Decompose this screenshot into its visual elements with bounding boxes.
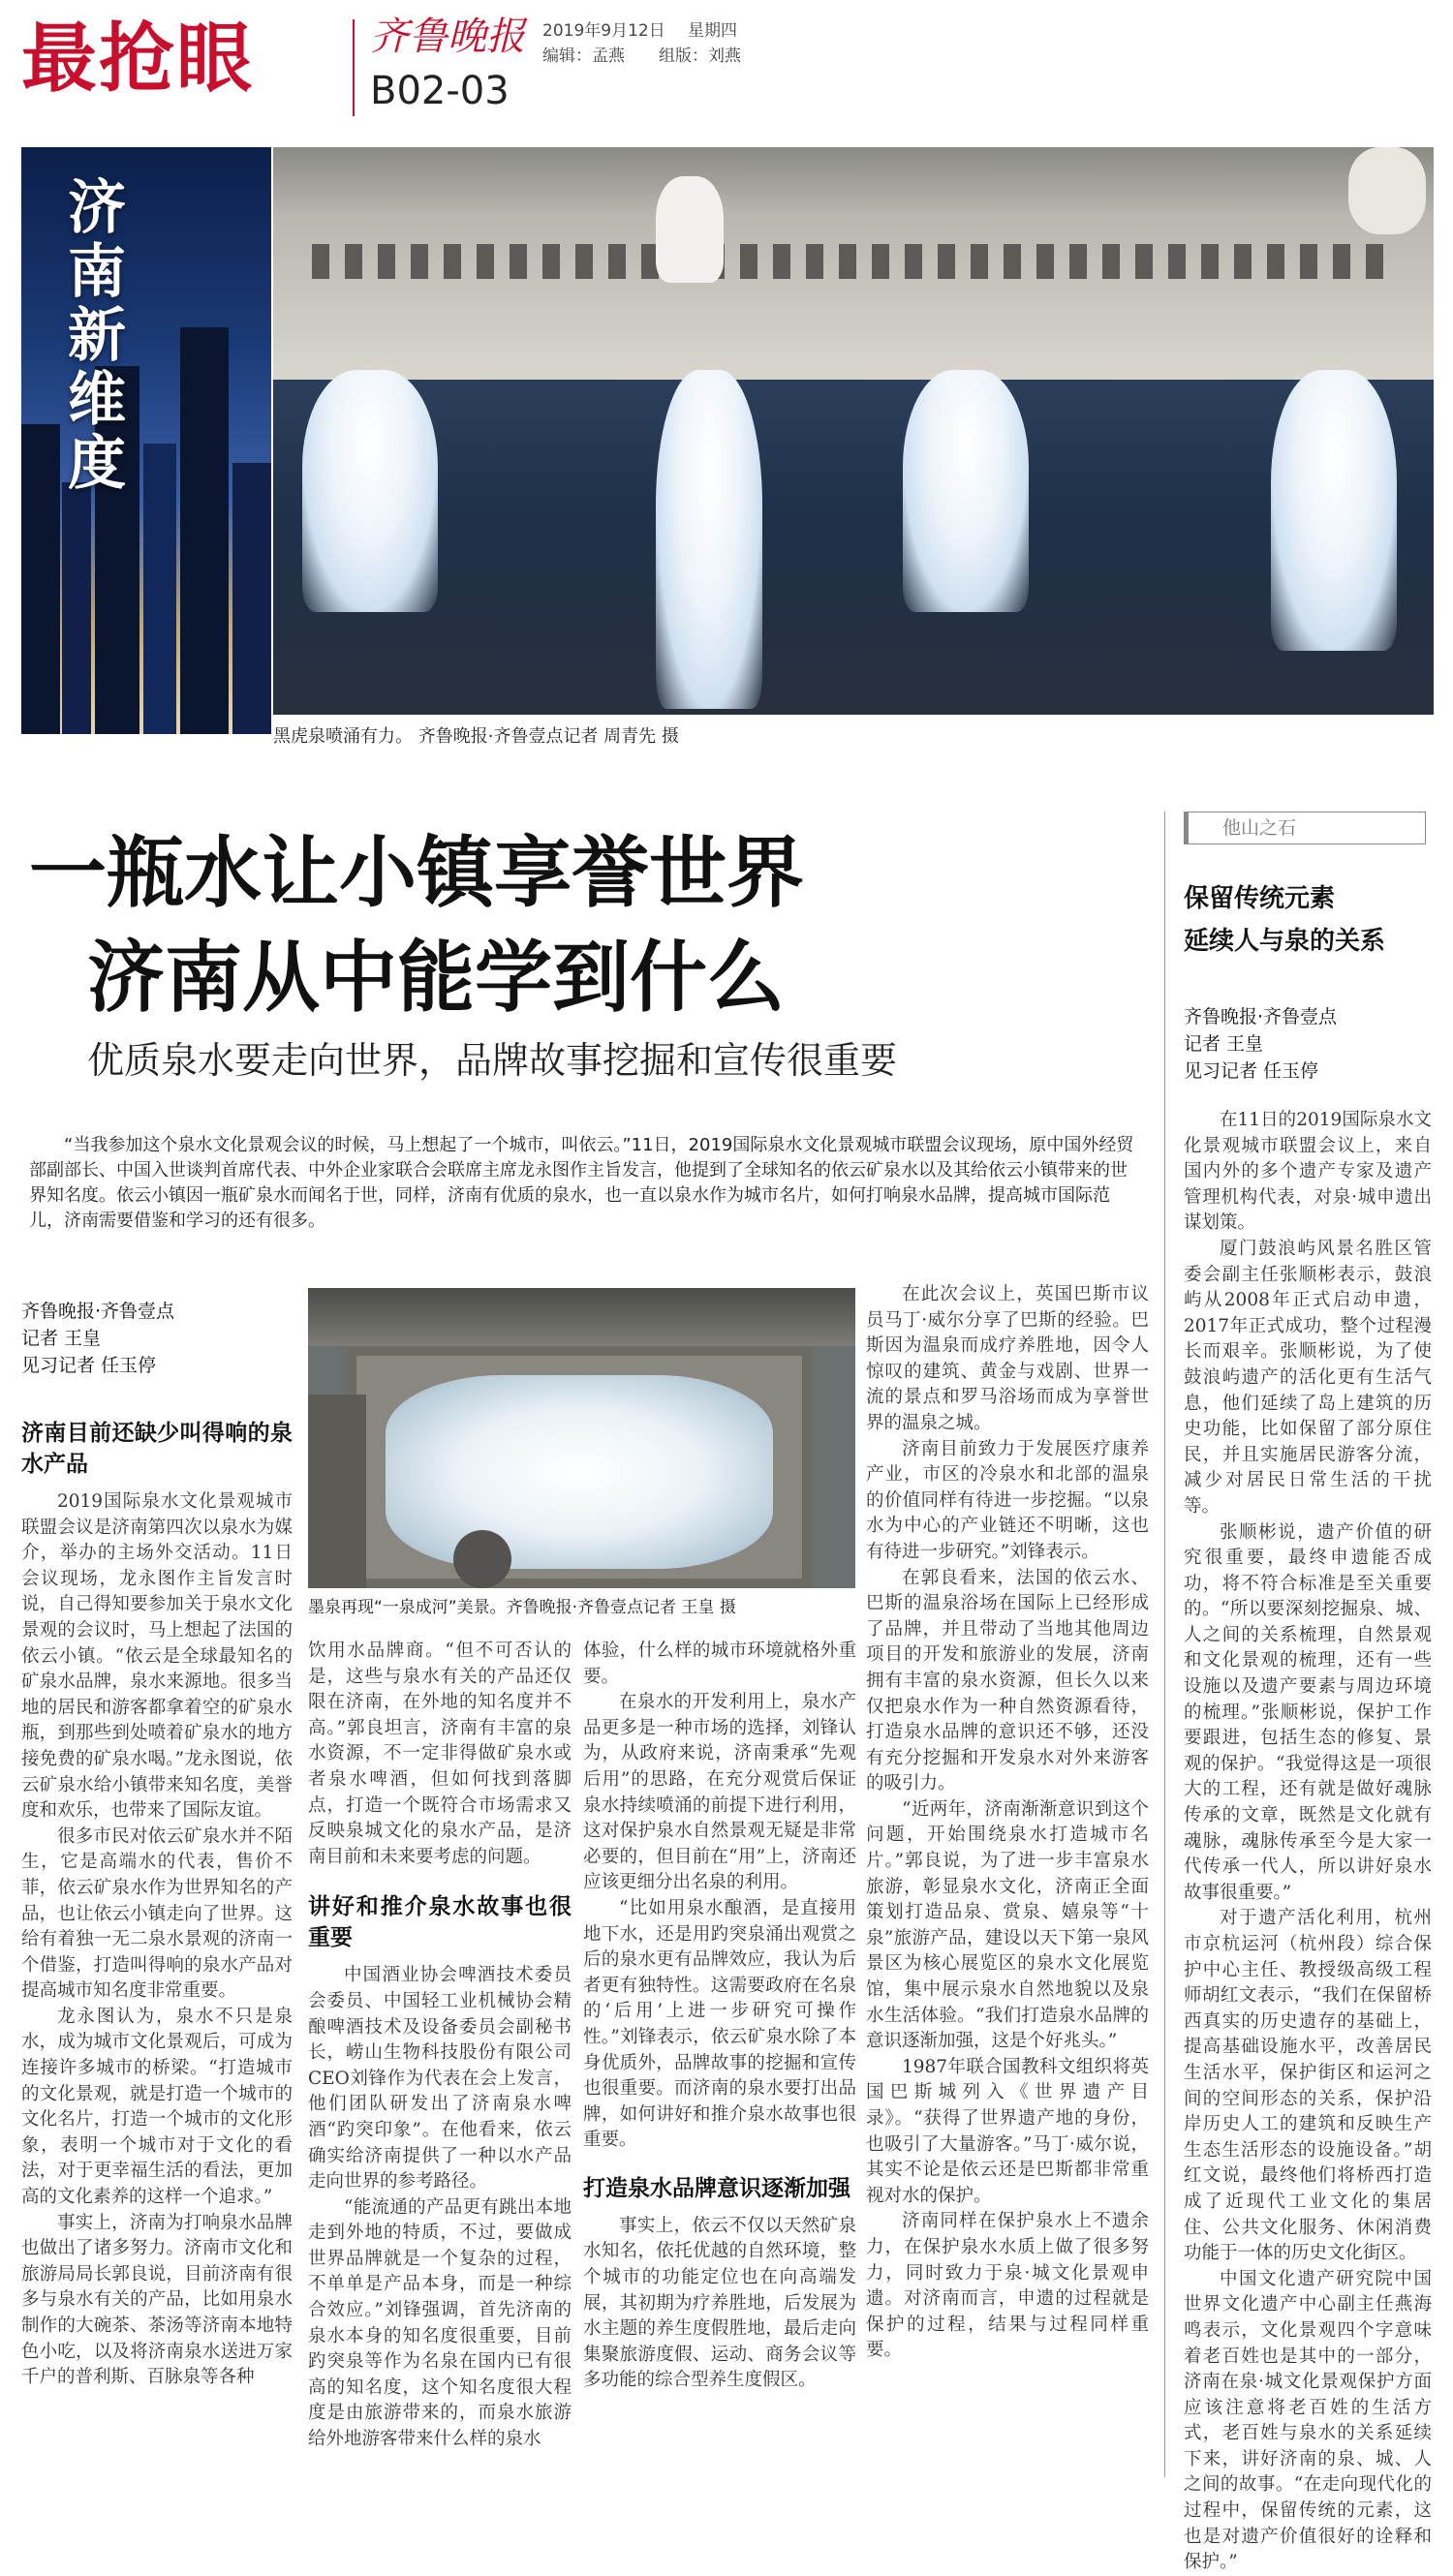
paragraph: 事实上，济南为打响泉水品牌也做出了诸多努力。济南市文化和旅游局局长郭良说，目前济南有很多与泉水有关的产品，比如用泉水制作的大碗茶、茶汤等济南本地特色小吃，以及将济南泉水送进万家千户的普利斯、百脉泉等各种 [21, 2212, 293, 2388]
paragraph: 2019国际泉水文化景观城市联盟会议是济南第四次以泉水为媒介，举办的主场外交活动。11日会议现场，龙永图作主旨发言时说，自己得知要参加关于泉水文化景观的会议时，马上想起了法国的依云小镇。“依云是全球最知名的矿泉水品牌，泉水来源地。很多当地的居民和游客都拿着空的矿泉水瓶，到那些到处喷着矿泉水的地方接免费的矿泉水喝。”龙永图说，依云矿泉水给小镇带来知名度，美誉度和欢乐，也带来了国际友谊。 [21, 1491, 293, 1822]
section-title: 最抢眼 [21, 15, 255, 103]
spring-photo [273, 147, 1434, 715]
sidebar-column [1184, 1003, 1432, 2573]
paragraph: 厦门鼓浪屿风景名胜区管委会副主任张顺彬表示，鼓浪屿从2008年正式启动申遗，2017年正式成功，整个过程漫长而艰辛。张顺彬说，为了使鼓浪屿遗产的活化更有生活气息，他们延续了岛上建筑的历史功能，比如保留了部分原住民，并且实施居民游客分流，减少对居民日常生活的干扰等。 [1184, 1238, 1432, 1517]
mozhi-spring-photo [308, 1288, 855, 1588]
headline [29, 821, 1143, 1030]
sidebar-title [1184, 877, 1385, 963]
mid-photo-caption: 墨泉再现“一泉成河”美景。齐鲁晚报·齐鲁壹点记者 王皇 摄 [308, 1598, 736, 1617]
column-2 [308, 1639, 572, 2479]
hero-caption: 黑虎泉喷涌有力。 齐鲁晚报·齐鲁壹点记者 周青先 摄 [273, 726, 679, 747]
paragraph: 体验，什么样的城市环境就格外重要。 [583, 1641, 856, 1687]
subheading-1: 济南目前还缺少叫得响的泉水产品 [21, 1421, 293, 1477]
sidebar-byline-1: 齐鲁晚报·齐鲁壹点 [1184, 1006, 1338, 1027]
paragraph: 很多市民对依云矿泉水并不陌生，它是高端水的代表，售价不菲，依云矿泉水作为世界知名的产品，也让依云小镇走向了世界。这给有着独一无二泉水景观的济南一个借鉴，打造叫得响的泉水产品对提高城市知名度非常重要。 [21, 1825, 293, 2002]
date: 2019年9月12日 [542, 21, 665, 41]
paragraph: 事实上，依云不仅以天然矿泉水知名，依托优越的自然环境，整个城市的功能定位也在向高端发展，其初期为疗养胜地，后发展为水主题的养生度假胜地，最后走向集聚旅游度假、运动、商务会议等多功能的综合型养生度假区。 [583, 2215, 856, 2391]
paragraph: “比如用泉水酿酒，是直接用地下水，还是用趵突泉涌出观赏之后的泉水更有品牌效应，我认为后者更有独特性。这需要政府在名泉的‘后用’上进一步研究可操作性。”刘锋表示，依云矿泉水除了本身优质外，品牌故事的挖掘和宣传也很重要。而济南的泉水要打出品牌，如何讲好和推介泉水故事也很重要。 [583, 1897, 856, 2151]
editor: 编辑：孟燕 [542, 46, 625, 66]
subheadline: 优质泉水要走向世界，品牌故事挖掘和宣传很重要 [87, 1039, 898, 1082]
paragraph: 在泉水的开发利用上，泉水产品更多是一种市场的选择，刘锋认为，从政府来说，济南秉承“先观后用”的思路，在充分观赏后保证泉水持续喷涌的前提下进行利用，这对保护泉水自然景观无疑是非常必要的，但目前在“用”上，济南还应该更细分出名泉的利用。 [583, 1692, 856, 1893]
paragraph: 张顺彬说，遗产价值的研究很重要，最终申遗能否成功，将不符合标准是至关重要的。“所以要深刻挖掘泉、城、人之间的关系梳理，自然景观和文化景观的梳理，还有一些设施以及遗产要素与周边环境的梳理。”张顺彬说，保护工作要跟进，包括生态的修复、景观的保护。“我觉得这是一项很大的工程，还有就是做好魂脉传承的文章，既然是文化就有魂脉，魂脉传承至今是大家一代传承一代人，所以讲好泉水故事很重要。” [1184, 1521, 1432, 1903]
column-1 [21, 1298, 293, 2479]
sidebar-byline-3: 见习记者 任玉停 [1184, 1060, 1319, 1082]
paper-logo: 齐鲁晚报 [370, 15, 525, 59]
sidebar-byline-2: 记者 王皇 [1184, 1033, 1264, 1055]
lead-paragraph: “当我参加这个泉水文化景观会议的时候，马上想起了一个城市，叫依云。”11日，2019国际泉水文化景观城市联盟会议现场，原中国外经贸部副部长、中国入世谈判首席代表、中外企业家联合会联席主席龙永图作主旨发言，他提到了全球知名的依云矿泉水以及其给依云小镇带来的世界知名度。依云小镇因一瓶矿泉水而闻名于世，同样，济南有优质的泉水，也一直以泉水作为城市名片，如何打响泉水品牌，提高城市国际范儿，济南需要借鉴和学习的还有很多。 [29, 1135, 1134, 1231]
paragraph: 中国酒业协会啤酒技术委员会委员、中国轻工业机械协会精酿啤酒技术及设备委员会副秘书长，崂山生物科技股份有限公司CEO刘锋作为代表在会上发言，他们团队研发出了济南泉水啤酒“趵突印象”。在他看来，依云确实给济南提供了一种以水产品走向世界的参考路径。 [308, 1965, 572, 2193]
sidebar-title-line1: 保留传统元素 [1184, 884, 1336, 913]
subheading-2: 讲好和推介泉水故事也很重要 [308, 1894, 572, 1951]
weekday: 星期四 [688, 21, 737, 41]
paragraph: 1987年联合国教科文组织将英国巴斯城列入《世界遗产目录》。“获得了世界遗产地的身份，也吸引了大量游客。”马丁·威尔说，其实不论是依云还是巴斯都非常重视对水的保护。 [866, 2056, 1149, 2206]
paragraph: 在郭良看来，法国的依云水、巴斯的温泉浴场在国际上已经形成了品牌，并且带动了当地其他周边项目的开发和旅游业的发展，济南拥有丰富的泉水资源，但长久以来仅把泉水作为一种自然资源看待，打造泉水品牌的意识还不够，还没有充分挖掘和开发泉水对外来游客的吸引力。 [866, 1567, 1149, 1794]
masthead-divider [353, 19, 355, 116]
byline-2: 记者 王皇 [21, 1328, 102, 1349]
column-title: 济南新维度 [58, 176, 126, 496]
paragraph: 济南同样在保护泉水上不遗余力，在保护泉水水质上做了很多努力，同时致力于泉·城文化景观申遗。对济南而言，申遗的过程就是保护的过程，结果与过程同样重要。 [866, 2211, 1149, 2361]
byline-3: 见习记者 任玉停 [21, 1355, 157, 1376]
layout-editor: 组版：刘燕 [659, 46, 741, 66]
page-number: B02-03 [370, 69, 510, 113]
paragraph: 在11日的2019国际泉水文化景观城市联盟会议上，来自国内外的多个遗产专家及遗产管理机构代表，对泉·城申遗出谋划策。 [1184, 1110, 1432, 1234]
paragraph: “近两年，济南渐渐意识到这个问题，开始围绕泉水打造城市名片。”郭良说，为了进一步丰富泉水旅游，彰显泉水文化，济南正全面策划打造品泉、赏泉、嬉泉等“十泉”旅游产品，建设以天下第一泉风景区为核心展览区的泉水文化展览馆，集中展示泉水自然地貌以及泉水生活体验。“我们打造泉水品牌的意识逐渐加强，这是个好兆头。” [866, 1798, 1149, 2052]
headline-line1: 一瓶水让小镇享誉世界 [29, 828, 804, 918]
paragraph: 龙永图认为，泉水不只是泉水，成为城市文化景观后，可成为连接许多城市的桥梁。“打造城市的文化景观，就是打造一个城市的文化名片，打造一个城市的文化形象，表明一个城市对于文化的看法，对于更幸福生活的看法，更加高的文化素养的这样一个追求。” [21, 2006, 293, 2208]
paragraph: 中国文化遗产研究院中国世界文化遗产中心副主任燕海鸣表示，文化景观四个字意味着老百姓也是其中的一部分，济南在泉·城文化景观保护方面应该注意将老百姓的生活方式，老百姓与泉水的关系延续下来，讲好济南的泉、城、人之间的故事。“在走向现代化的过程中，保留传统的元素，这也是对遗产价值很好的诠释和保护。” [1184, 2268, 1432, 2573]
sidebar-title-line2: 延续人与泉的关系 [1184, 927, 1386, 956]
subheading-3: 打造泉水品牌意识逐渐加强 [583, 2175, 850, 2201]
column-divider [1164, 812, 1165, 2477]
paragraph: 济南目前致力于发展医疗康养产业，市区的冷泉水和北部的温泉的价值同样有待进一步挖掘。“以泉水为中心的产业链还不明晰，这也有待进一步研究。”刘锋表示。 [866, 1438, 1149, 1562]
paragraph: 对于遗产活化利用，杭州市京杭运河（杭州段）综合保护中心主任、教授级高级工程师胡红文表示，“我们在保留桥西真实的历史遗存的基础上，提高基础设施水平，改善居民生活水平，保护街区和运河之间的空间形态的关系，保护沿岸历史人工的建筑和反映生产生态生活形态的设施设备。”胡红文说，最终他们将桥西打造成了近现代工业文化的集居住、公共文化服务、休闲消费功能于一体的历史文化街区。 [1184, 1908, 1432, 2264]
paragraph: 在此次会议上，英国巴斯市议员马丁·威尔分享了巴斯的经验。巴斯因为温泉而成疗养胜地，因令人惊叹的建筑、黄金与戏剧、世界一流的景点和罗马浴场而成为享誉世界的温泉之城。 [866, 1284, 1149, 1433]
sidebar-tag-box [1184, 812, 1426, 844]
byline-1: 齐鲁晚报·齐鲁壹点 [21, 1301, 175, 1322]
paragraph: 饮用水品牌商。“但不可否认的是，这些与泉水有关的产品还仅限在济南，在外地的知名度并不高。”郭良坦言，济南有丰富的泉水资源，不一定非得做矿泉水或者泉水啤酒，但如何找到落脚点，打造一个既符合市场需求又反映泉城文化的泉水产品，是济南目前和未来要考虑的问题。 [308, 1641, 572, 1867]
headline-line2: 济南从中能学到什么 [87, 933, 785, 1023]
paragraph: “能流通的产品更有跳出本地走到外地的特质，不过，要做成世界品牌就是一个复杂的过程，不单单是产品本身，而是一种综合效应。”刘锋强调，首先济南的泉水本身的知名度很重要，目前趵突泉等作为名泉在国内已有很高的知名度，这个知名度很大程度是由旅游带来的，而泉水旅游给外地游客带来什么样的泉水 [308, 2196, 572, 2450]
column-3 [583, 1639, 856, 2479]
column-4 [866, 1282, 1149, 2479]
sidebar-tag: 他山之石 [1222, 817, 1297, 839]
